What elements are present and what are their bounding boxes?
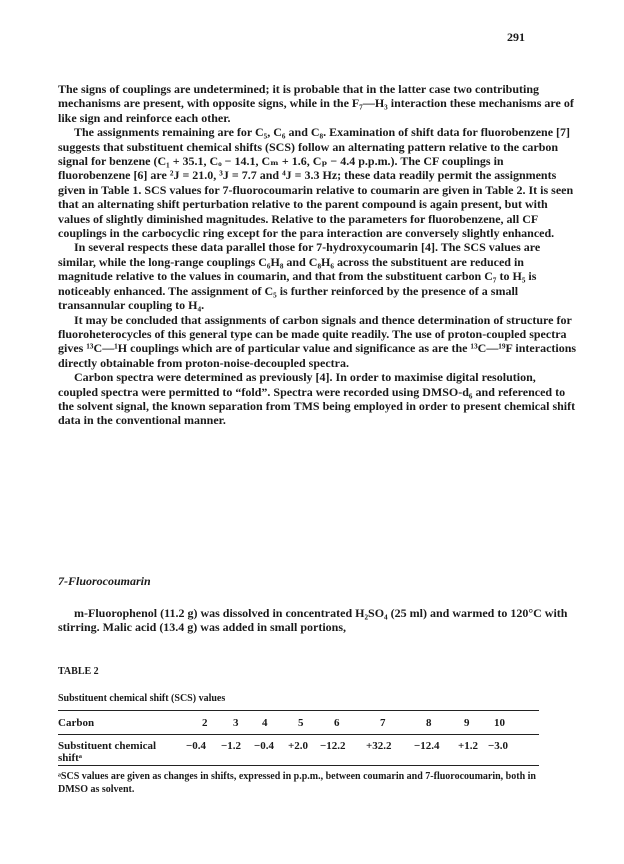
- table-col-header: 9: [464, 717, 470, 729]
- table-cell: −12.2: [320, 740, 346, 752]
- table-col-header: 6: [334, 717, 340, 729]
- table-cell: −0.4: [254, 740, 275, 752]
- method-text: m-Fluorophenol (11.2 g) was dissolved in concentrated H₂SO₄ (25 ml) and warmed to 120°C with stirring. Malic acid (13.4 g) was added in small portions,: [58, 606, 568, 635]
- table-col-header: 7: [380, 717, 386, 729]
- table-top-rule: [58, 710, 539, 711]
- table-row-label-2: shiftᵃ: [58, 752, 82, 764]
- table-cell: −0.4: [186, 740, 207, 752]
- table-cell: +1.2: [458, 740, 479, 752]
- paragraph-5: Carbon spectra were determined as previously [4]. In order to maximise digital resolution, coupled spectra were permitted to “fold”. Spectra were recorded using DMSO-d₆ and referenced to the solvent signal, the known separation from TMS being employed in order to present chemical shift data in the conventional manner.: [58, 370, 576, 428]
- table-col-header: 5: [298, 717, 304, 729]
- table-header-label: Carbon: [58, 717, 95, 729]
- table-header-rule: [58, 734, 539, 735]
- method-paragraph: [58, 606, 578, 635]
- table-label: TABLE 2: [58, 666, 99, 677]
- table-col-header: 2: [202, 717, 208, 729]
- paragraph-1: The signs of couplings are undetermined; it is probable that in the latter case two contributing mechanisms are present, with opposite signs, while in the F₇—H₃ interaction these mechanisms are of like sign and reinforce each other.: [58, 82, 574, 125]
- table-col-header: 4: [262, 717, 268, 729]
- body-text: [58, 82, 578, 428]
- table-col-header: 10: [494, 717, 505, 729]
- table-cell: −12.4: [414, 740, 440, 752]
- table-cell: +32.2: [366, 740, 392, 752]
- table-cell: +2.0: [288, 740, 309, 752]
- table-cell: −1.2: [221, 740, 242, 752]
- table-title: Substituent chemical shift (SCS) values: [58, 693, 226, 704]
- paragraph-3: In several respects these data parallel those for 7-hydroxycoumarin [4]. The SCS values are similar, while the long-range couplings C₆H₈ and C₈H₆ across the substituent are reduced in magnitude relative to the values in coumarin, and that from the substituent carbon C₇ to H₅ is noticeably enhanced. The assignment of C₅ is further reinforced by the presence of a small transannular coupling to H₄.: [58, 240, 541, 313]
- page-number: 291: [507, 30, 525, 44]
- table-bottom-rule: [58, 765, 539, 766]
- table-col-header: 8: [426, 717, 432, 729]
- table-cell: −3.0: [488, 740, 509, 752]
- table-row-label: Substituent chemical: [58, 740, 157, 752]
- table-col-header: 3: [233, 717, 239, 729]
- paragraph-4: It may be concluded that assignments of carbon signals and thence determination of structure for fluoroheterocycles of this general type can be made quite readily. The use of proton-coupled spectra gives ¹³C—¹H couplings which are of particular value and significance as are the ¹³C—¹⁹F interactions directly obtainable from proton-noise-decoupled spectra.: [58, 312, 577, 370]
- paragraph-2: The assignments remaining are for C₅, C₆ and C₈. Examination of shift data for fluorobenzene [7] suggests that substituent chemical shifts (SCS) follow an alternating pattern relative to the carbon signal for benzene (C₁ + 35.1, Cₒ − 14.1, Cₘ + 1.6, Cₚ − 4.4 p.p.m.). The CF couplings in fluorobenzene [6] are ²J = 21.0, ³J = 7.7 and ⁴J = 3.3 Hz; these data readily permit the assignments given in Table 1. SCS values for 7-fluorocoumarin relative to coumarin are given in Table 2. It is seen that an alternating shift perturbation relative to the parent compound is again present, but with values of slightly diminished magnitudes. Relative to the parameters for fluorobenzene, all CF couplings in the carbocyclic ring except for the para interaction are conversely slightly enhanced.: [58, 125, 574, 241]
- section-heading: 7-Fluorocoumarin: [58, 574, 151, 588]
- table-footnote: ᵃSCS values are given as changes in shifts, expressed in p.p.m., between coumarin and 7-fluorocoumarin, both in DMSO as solvent.: [58, 771, 536, 795]
